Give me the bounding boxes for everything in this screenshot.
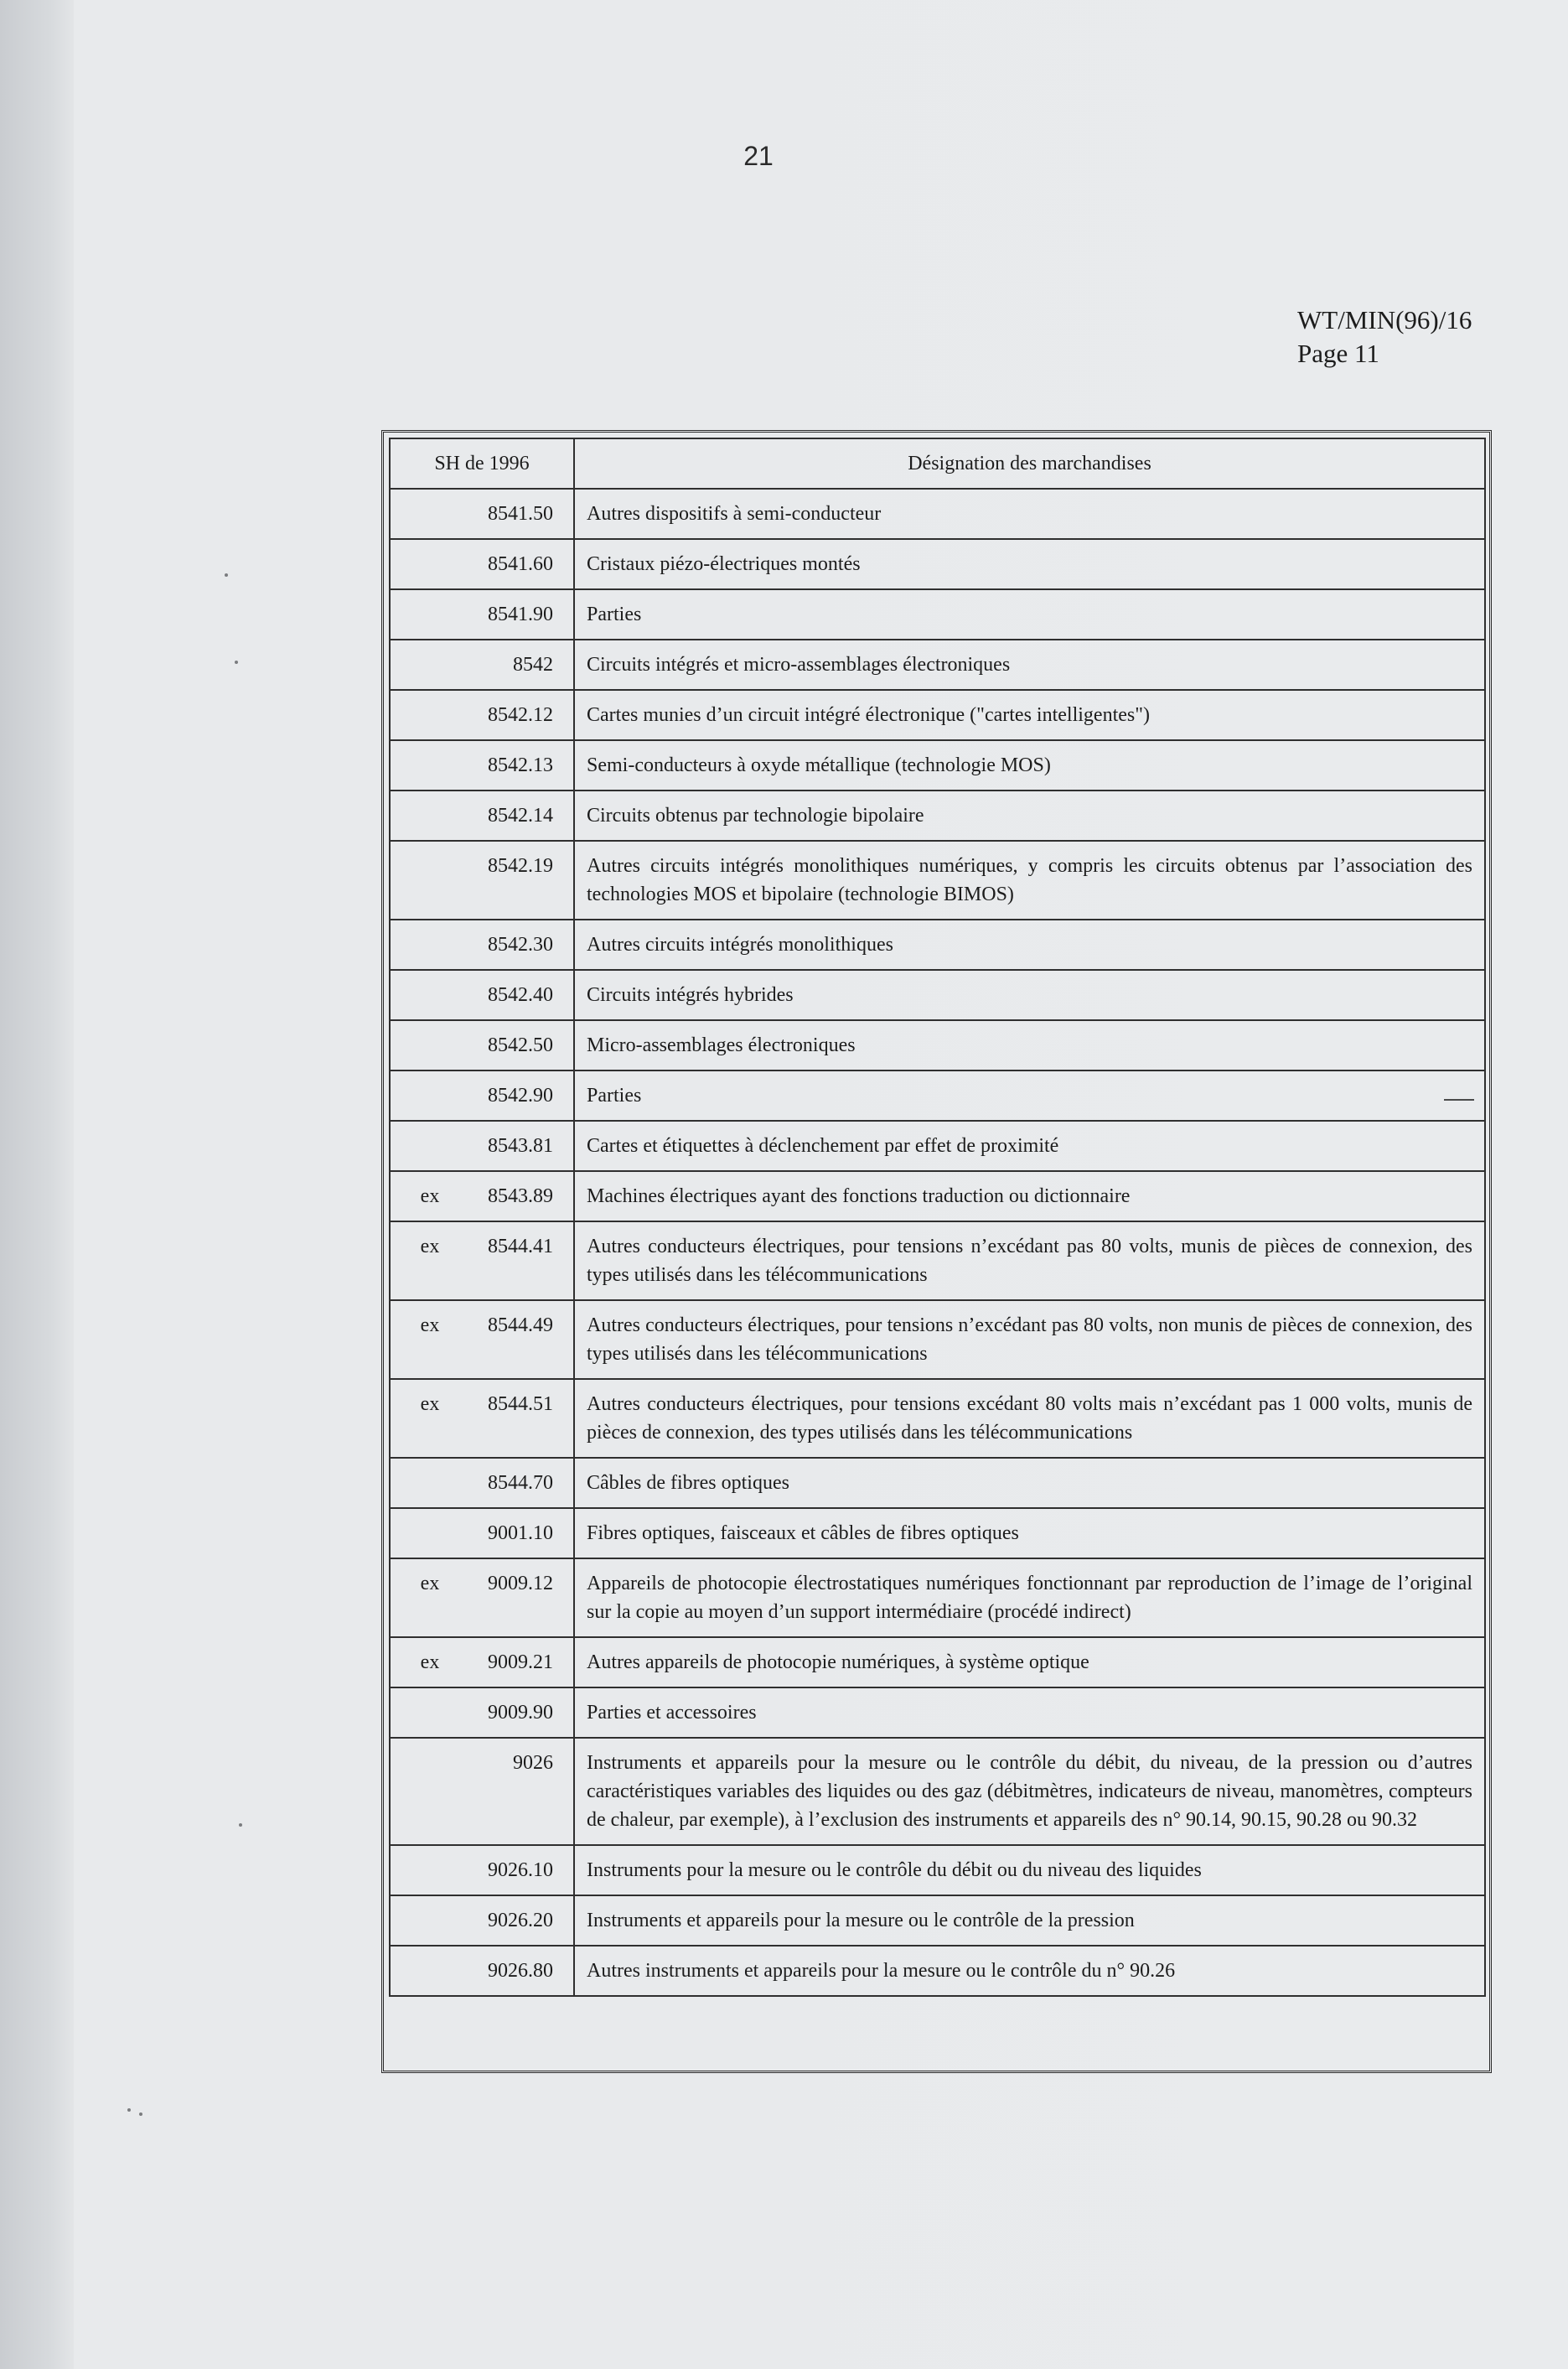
table-header-row xyxy=(390,438,1485,489)
row-hs-code: 8544.41 xyxy=(469,1221,574,1300)
row-description: Machines électriques ayant des fonctions traduction ou dictionnaire xyxy=(574,1171,1485,1221)
row-ex-marker xyxy=(390,1687,469,1738)
table-row xyxy=(390,589,1485,640)
row-description: Autres circuits intégrés monolithiques numériques, y compris les circuits obtenus par l’association des technologies MOS et bipolaire (technologie BIMOS) xyxy=(574,841,1485,920)
row-ex-marker xyxy=(390,791,469,841)
row-ex-marker xyxy=(390,970,469,1020)
row-description: Cartes munies d’un circuit intégré électronique ("cartes intelligentes") xyxy=(574,690,1485,740)
speck xyxy=(225,573,228,577)
row-hs-code: 9009.21 xyxy=(469,1637,574,1687)
table-row xyxy=(390,1171,1485,1221)
row-ex-marker xyxy=(390,841,469,920)
header-hs-code: SH de 1996 xyxy=(390,438,574,489)
table-row xyxy=(390,1070,1485,1121)
row-ex-marker xyxy=(390,1508,469,1558)
row-ex-marker: ex xyxy=(390,1171,469,1221)
table-row xyxy=(390,1300,1485,1379)
row-hs-code: 9026 xyxy=(469,1738,574,1845)
page-number: 21 xyxy=(743,141,774,171)
table-row xyxy=(390,1637,1485,1687)
row-ex-marker xyxy=(390,1121,469,1171)
table-row xyxy=(390,539,1485,589)
row-description: Instruments et appareils pour la mesure ou le contrôle du débit, du niveau, de la pression ou d’autres caractéristiques variables des liquides ou des gaz (débitmètres, indicateurs de niveau, manomètres, compteurs de chaleur, par exemple), à l’exclusion des instruments et appareils des n° 90.14, 90.15, 90.28 ou 90.32 xyxy=(574,1738,1485,1845)
row-hs-code: 8541.90 xyxy=(469,589,574,640)
row-description: Instruments pour la mesure ou le contrôle du débit ou du niveau des liquides xyxy=(574,1845,1485,1895)
document-page-label: Page 11 xyxy=(1297,339,1379,368)
row-hs-code: 9009.90 xyxy=(469,1687,574,1738)
table-row xyxy=(390,1020,1485,1070)
table-row xyxy=(390,1458,1485,1508)
row-description: Parties et accessoires xyxy=(574,1687,1485,1738)
row-ex-marker xyxy=(390,1458,469,1508)
stray-mark xyxy=(1444,1099,1474,1101)
row-hs-code: 9026.80 xyxy=(469,1946,574,1996)
row-hs-code: 8544.70 xyxy=(469,1458,574,1508)
row-ex-marker xyxy=(390,489,469,539)
row-ex-marker: ex xyxy=(390,1221,469,1300)
table-row xyxy=(390,1946,1485,1996)
row-hs-code: 8542.13 xyxy=(469,740,574,791)
row-ex-marker: ex xyxy=(390,1637,469,1687)
row-description: Cartes et étiquettes à déclenchement par effet de proximité xyxy=(574,1121,1485,1171)
row-description: Semi-conducteurs à oxyde métallique (technologie MOS) xyxy=(574,740,1485,791)
row-hs-code: 8542.14 xyxy=(469,791,574,841)
table-row xyxy=(390,1121,1485,1171)
row-ex-marker xyxy=(390,1070,469,1121)
row-description: Circuits intégrés hybrides xyxy=(574,970,1485,1020)
document-symbol: WT/MIN(96)/16 xyxy=(1297,305,1472,334)
table-row xyxy=(390,841,1485,920)
row-description: Autres dispositifs à semi-conducteur xyxy=(574,489,1485,539)
table-row xyxy=(390,1558,1485,1637)
row-description: Câbles de fibres optiques xyxy=(574,1458,1485,1508)
row-description: Circuits obtenus par technologie bipolaire xyxy=(574,791,1485,841)
row-description: Autres circuits intégrés monolithiques xyxy=(574,920,1485,970)
row-hs-code: 8541.50 xyxy=(469,489,574,539)
table-row xyxy=(390,1221,1485,1300)
table-row xyxy=(390,1379,1485,1458)
table-row xyxy=(390,970,1485,1020)
row-description: Cristaux piézo-électriques montés xyxy=(574,539,1485,589)
row-ex-marker xyxy=(390,690,469,740)
row-hs-code: 9009.12 xyxy=(469,1558,574,1637)
table-row xyxy=(390,1508,1485,1558)
row-ex-marker xyxy=(390,1845,469,1895)
speck xyxy=(235,661,238,664)
row-description: Autres instruments et appareils pour la mesure ou le contrôle du n° 90.26 xyxy=(574,1946,1485,1996)
speck xyxy=(139,2112,142,2116)
table-body xyxy=(390,489,1485,1996)
header-designation: Désignation des marchandises xyxy=(574,438,1485,489)
row-ex-marker xyxy=(390,920,469,970)
row-hs-code: 8543.81 xyxy=(469,1121,574,1171)
row-ex-marker xyxy=(390,589,469,640)
row-hs-code: 8544.51 xyxy=(469,1379,574,1458)
row-ex-marker xyxy=(390,1895,469,1946)
table-row xyxy=(390,1845,1485,1895)
row-hs-code: 8542.30 xyxy=(469,920,574,970)
row-description: Autres conducteurs électriques, pour tensions excédant 80 volts mais n’excédant pas 1 000 volts, munis de pièces de connexion, des types utilisés dans les télécommunications xyxy=(574,1379,1485,1458)
row-description: Autres conducteurs électriques, pour tensions n’excédant pas 80 volts, non munis de pièces de connexion, des types utilisés dans les télécommunications xyxy=(574,1300,1485,1379)
row-description: Autres appareils de photocopie numériques, à système optique xyxy=(574,1637,1485,1687)
row-ex-marker xyxy=(390,539,469,589)
table-row xyxy=(390,791,1485,841)
row-ex-marker xyxy=(390,640,469,690)
table-row xyxy=(390,920,1485,970)
row-hs-code: 8542.90 xyxy=(469,1070,574,1121)
row-hs-code: 8542 xyxy=(469,640,574,690)
table-row xyxy=(390,740,1485,791)
tariff-table-frame xyxy=(381,430,1492,2073)
row-ex-marker xyxy=(390,740,469,791)
row-description: Appareils de photocopie électrostatiques numériques fonctionnant par reproduction de l’image de l’original sur la copie au moyen d’un support intermédiaire (procédé indirect) xyxy=(574,1558,1485,1637)
row-ex-marker: ex xyxy=(390,1558,469,1637)
row-hs-code: 8542.12 xyxy=(469,690,574,740)
row-hs-code: 8544.49 xyxy=(469,1300,574,1379)
table-row xyxy=(390,1895,1485,1946)
row-hs-code: 8542.50 xyxy=(469,1020,574,1070)
row-description: Parties xyxy=(574,1070,1485,1121)
table-row xyxy=(390,489,1485,539)
row-hs-code: 9026.20 xyxy=(469,1895,574,1946)
row-description: Instruments et appareils pour la mesure ou le contrôle de la pression xyxy=(574,1895,1485,1946)
row-ex-marker xyxy=(390,1020,469,1070)
row-hs-code: 9026.10 xyxy=(469,1845,574,1895)
row-description: Circuits intégrés et micro-assemblages électroniques xyxy=(574,640,1485,690)
row-ex-marker: ex xyxy=(390,1300,469,1379)
table-row xyxy=(390,690,1485,740)
row-hs-code: 8542.19 xyxy=(469,841,574,920)
row-ex-marker xyxy=(390,1738,469,1845)
row-hs-code: 8541.60 xyxy=(469,539,574,589)
row-hs-code: 8542.40 xyxy=(469,970,574,1020)
row-description: Autres conducteurs électriques, pour tensions n’excédant pas 80 volts, munis de pièces de connexion, des types utilisés dans les télécommunications xyxy=(574,1221,1485,1300)
tariff-table xyxy=(389,438,1486,1997)
speck xyxy=(127,2108,131,2112)
table-row xyxy=(390,1738,1485,1845)
document-reference xyxy=(1297,303,1472,371)
row-ex-marker xyxy=(390,1946,469,1996)
row-hs-code: 9001.10 xyxy=(469,1508,574,1558)
row-ex-marker: ex xyxy=(390,1379,469,1458)
speck xyxy=(239,1823,242,1827)
row-hs-code: 8543.89 xyxy=(469,1171,574,1221)
binding-shadow xyxy=(0,0,74,2369)
row-description: Parties xyxy=(574,589,1485,640)
row-description: Micro-assemblages électroniques xyxy=(574,1020,1485,1070)
table-row xyxy=(390,1687,1485,1738)
row-description: Fibres optiques, faisceaux et câbles de fibres optiques xyxy=(574,1508,1485,1558)
table-row xyxy=(390,640,1485,690)
